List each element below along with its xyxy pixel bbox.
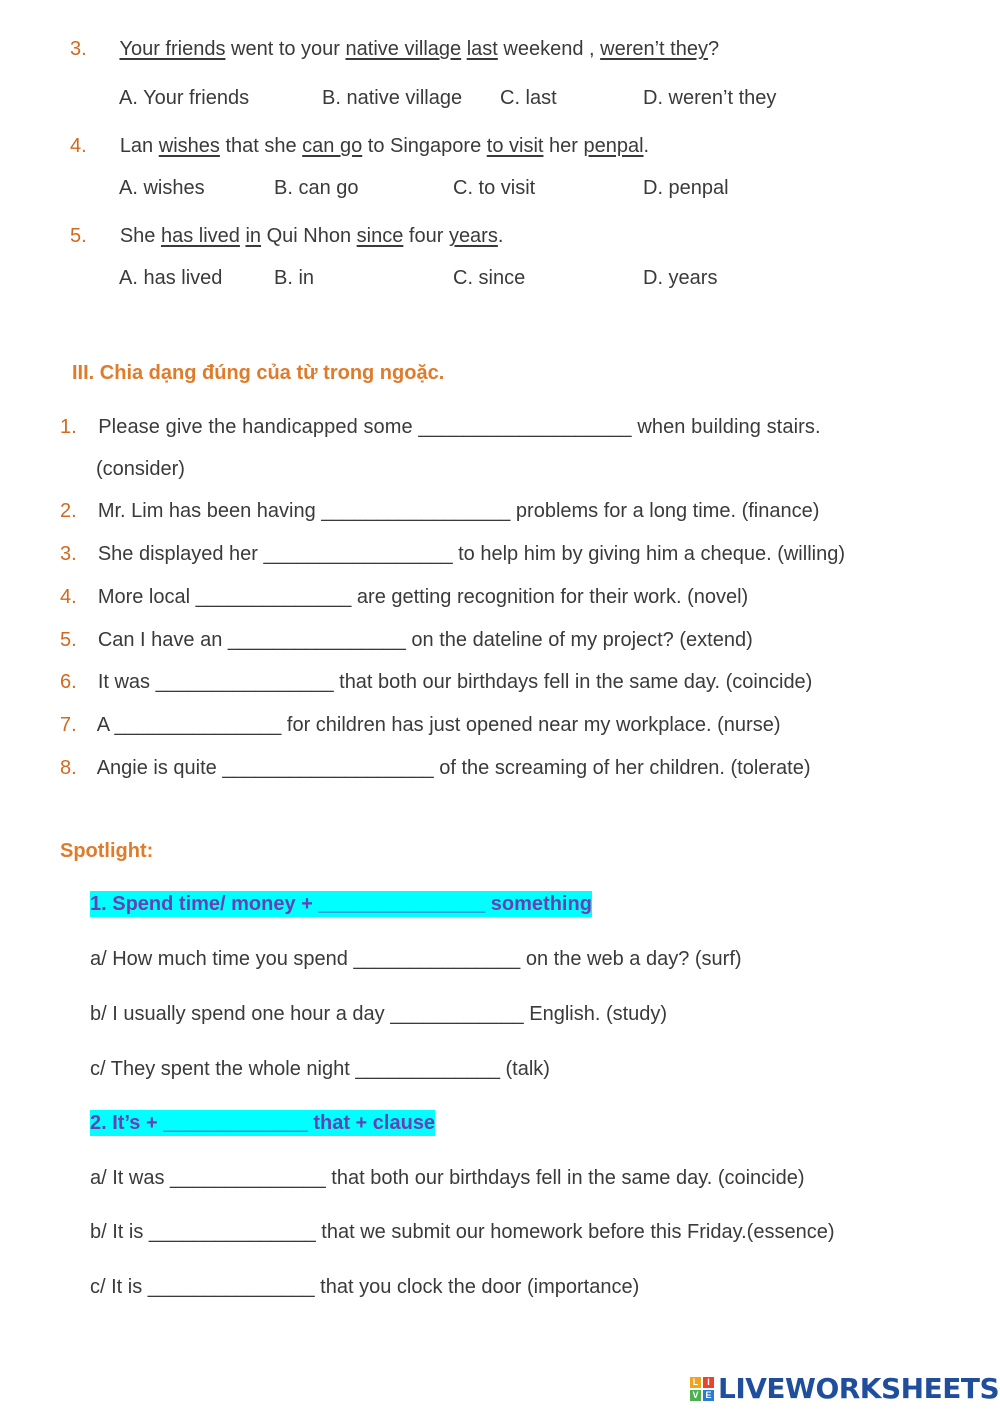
spotlight-sentence: b/ I usually spend one hour a day ____________ English. (study): [90, 1003, 668, 1025]
option-d: D. weren’t they: [643, 87, 777, 109]
question-3: [70, 38, 719, 61]
logo-text: LIVEWORKSHEETS: [718, 1372, 1000, 1405]
underlined-part: to visit: [486, 135, 544, 157]
option-c: C. last: [500, 87, 557, 109]
word-form-item: [60, 629, 753, 652]
item-text: Can I have an ________________ on the dateline of my project? (extend): [97, 629, 753, 651]
option-d: D. penpal: [643, 177, 729, 199]
option-b: B. can go: [274, 177, 359, 199]
spotlight-sentence: c/ They spent the whole night _____________ (talk): [90, 1058, 550, 1080]
underlined-part: Your friends: [119, 38, 226, 60]
sentence-text: that she: [219, 135, 303, 157]
word-form-item: [60, 543, 845, 566]
option-a: A. wishes: [119, 177, 205, 199]
underlined-part: native village: [345, 38, 462, 60]
underlined-part: last: [466, 38, 498, 60]
word-form-item: [60, 671, 812, 694]
item-text: More local ______________ are getting recognition for their work. (novel): [97, 586, 749, 608]
spotlight-heading-1: [90, 893, 592, 916]
word-form-item: [60, 757, 811, 780]
section-3-title: III. Chia dạng đúng của từ trong ngoặc.: [72, 362, 445, 384]
underlined-part: years: [448, 225, 498, 247]
sentence-text: Qui Nhon: [261, 225, 357, 247]
sentence-text: went to your: [225, 38, 346, 60]
sentence-text: .: [643, 135, 650, 157]
item-continuation: (consider): [96, 458, 185, 480]
word-form-item: [60, 714, 780, 737]
item-number: 8.: [60, 757, 77, 779]
question-4: [70, 135, 649, 158]
sentence-text: to Singapore: [362, 135, 487, 157]
underlined-part: weren’t they: [600, 38, 708, 60]
sentence-text: her: [543, 135, 584, 157]
item-text: Angie is quite ___________________ of the screaming of her children. (tolerate): [96, 757, 811, 779]
spotlight-sentence: a/ How much time you spend _______________ on the web a day? (surf): [90, 948, 742, 970]
item-text: It was ________________ that both our birthdays fell in the same day. (coincide): [97, 671, 813, 693]
highlighted-structure: 1. Spend time/ money + _______________ something: [90, 893, 592, 915]
spotlight-sentence: b/ It is _______________ that we submit our homework before this Friday.(essence): [90, 1221, 835, 1243]
item-text: She displayed her _________________ to help him by giving him a cheque. (willing): [97, 543, 845, 565]
option-c: C. to visit: [453, 177, 536, 199]
option-c: C. since: [453, 267, 526, 289]
sentence-text: Lan: [119, 135, 159, 157]
word-form-item: [60, 586, 748, 609]
word-form-item: [60, 500, 819, 523]
item-text: Mr. Lim has been having _________________ problems for a long time. (finance): [97, 500, 820, 522]
item-number: 3.: [60, 543, 77, 565]
sentence-text: weekend ,: [497, 38, 601, 60]
underlined-part: penpal: [583, 135, 644, 157]
liveworksheets-logo-icon: L I V E: [690, 1377, 714, 1401]
underlined-part: wishes: [158, 135, 220, 157]
spotlight-sentence: a/ It was ______________ that both our birthdays fell in the same day. (coincide): [90, 1167, 805, 1189]
sentence-text: four: [403, 225, 449, 247]
item-number: 7.: [60, 714, 77, 736]
spotlight-title: Spotlight:: [60, 840, 154, 862]
underlined-part: since: [356, 225, 404, 247]
question-number: 3.: [70, 38, 87, 60]
spotlight-sentence: c/ It is _______________ that you clock the door (importance): [90, 1276, 640, 1298]
spotlight-heading-2: [90, 1112, 435, 1135]
option-a: A. has lived: [119, 267, 223, 289]
option-b: B. native village: [322, 87, 463, 109]
item-text: Please give the handicapped some ___________________ when building stairs.: [98, 416, 821, 438]
underlined-part: in: [245, 225, 262, 247]
item-number: 4.: [60, 586, 77, 608]
option-b: B. in: [274, 267, 315, 289]
word-form-item: [60, 416, 821, 439]
question-5: [70, 225, 503, 248]
option-a: A. Your friends: [119, 87, 250, 109]
sentence-text: ?: [707, 38, 720, 60]
item-text: A _______________ for children has just opened near my workplace. (nurse): [96, 714, 781, 736]
highlighted-structure: 2. It’s + _____________ that + clause: [90, 1112, 436, 1134]
item-number: 6.: [60, 671, 77, 693]
sentence-text: .: [497, 225, 504, 247]
item-number: 1.: [60, 416, 77, 438]
option-d: D. years: [643, 267, 718, 289]
question-number: 5.: [70, 225, 87, 247]
item-number: 2.: [60, 500, 77, 522]
question-number: 4.: [70, 135, 87, 157]
liveworksheets-logo: [690, 1372, 999, 1405]
underlined-part: can go: [302, 135, 363, 157]
item-number: 5.: [60, 629, 77, 651]
underlined-part: has lived: [160, 225, 240, 247]
sentence-text: She: [119, 225, 161, 247]
